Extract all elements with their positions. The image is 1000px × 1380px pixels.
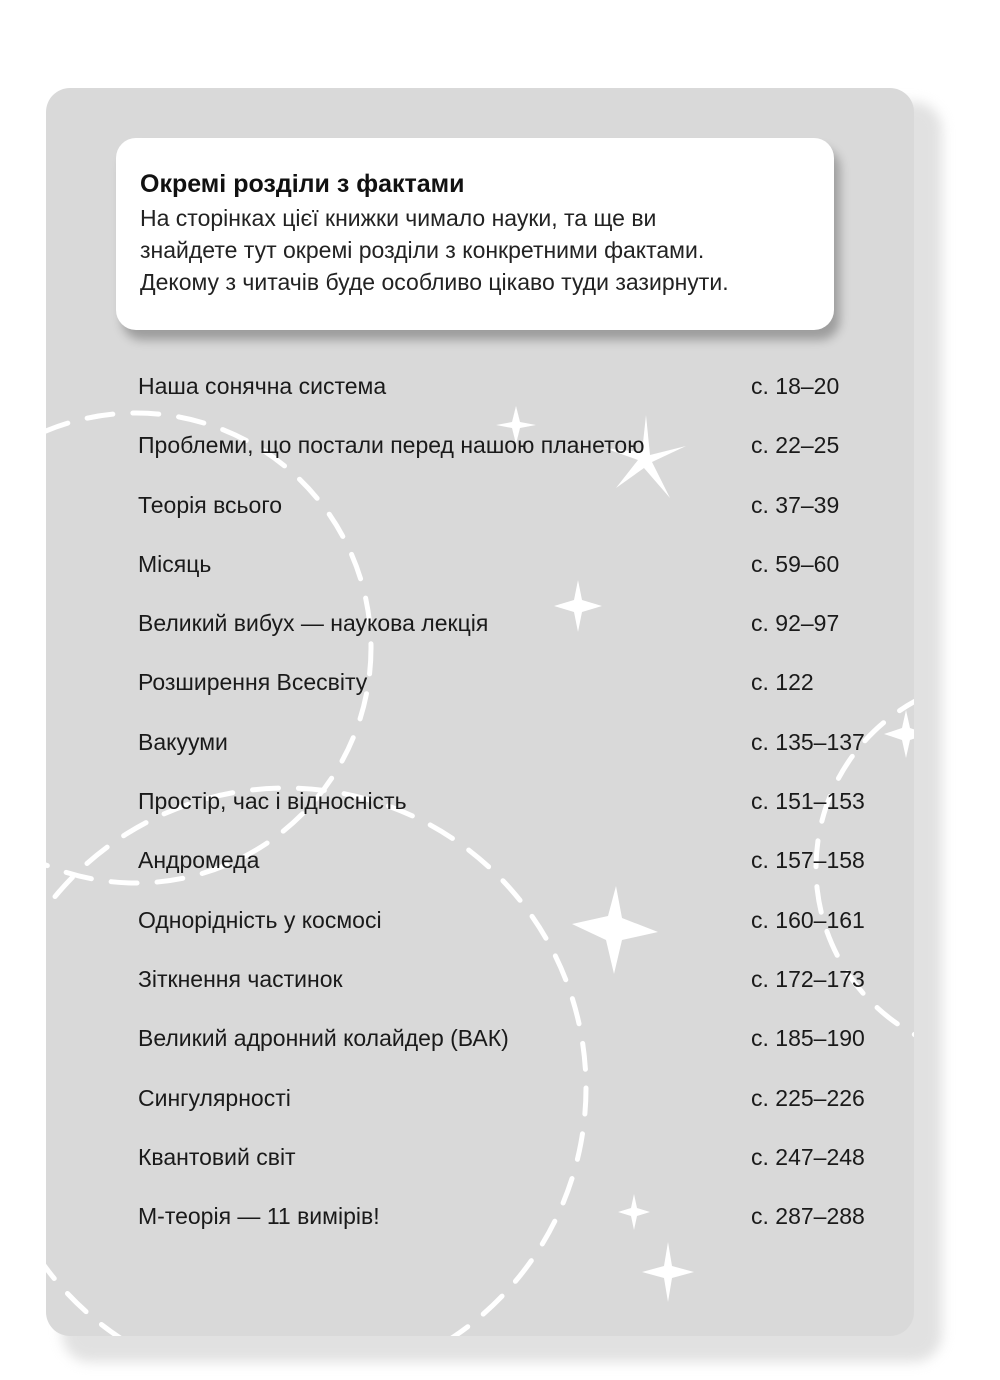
- item-title: Однорідність у космосі: [138, 906, 382, 933]
- item-title: Простір, час і відносність: [138, 788, 407, 815]
- item-pages: с. 37–39: [751, 491, 840, 518]
- list-item: [138, 664, 898, 723]
- item-pages: с. 225–226: [751, 1084, 865, 1111]
- list-item: [138, 1198, 898, 1257]
- facts-index-list: [138, 368, 898, 1257]
- item-pages: с. 135–137: [751, 728, 865, 755]
- item-title: Зіткнення частинок: [138, 965, 343, 992]
- item-pages: с. 92–97: [751, 610, 840, 637]
- item-title: Сингулярності: [138, 1084, 291, 1111]
- item-title: Квантовий світ: [138, 1143, 296, 1170]
- item-pages: с. 18–20: [751, 373, 840, 399]
- list-item: [138, 902, 898, 961]
- intro-heading: Окремі розділи з фактами: [140, 170, 465, 198]
- list-item: [138, 1139, 898, 1198]
- intro-line-1: На сторінках цієї книжки чимало науки, та ще ви: [140, 205, 657, 231]
- item-title: Теорія всього: [138, 491, 282, 518]
- list-item: [138, 724, 898, 783]
- list-item: [138, 1020, 898, 1079]
- list-item: [138, 546, 898, 605]
- item-title: М-теорія — 11 вимірів!: [138, 1203, 380, 1230]
- list-item: [138, 487, 898, 546]
- intro-card: [116, 138, 834, 330]
- item-title: Наша сонячна система: [138, 373, 387, 399]
- intro-line-3: Декому з читачів буде особливо цікаво туди зазирнути.: [140, 269, 729, 295]
- list-item: [138, 368, 898, 427]
- item-pages: с. 59–60: [751, 550, 840, 577]
- item-title: Проблеми, що постали перед нашою планетою: [138, 432, 645, 459]
- item-title: Розширення Всесвіту: [138, 669, 368, 696]
- item-pages: с. 287–288: [751, 1203, 865, 1230]
- list-item: [138, 961, 898, 1020]
- list-item: [138, 842, 898, 901]
- list-item: [138, 783, 898, 842]
- item-title: Великий вибух — наукова лекція: [138, 610, 489, 637]
- item-pages: с. 122: [751, 669, 814, 696]
- item-title: Місяць: [138, 550, 212, 577]
- list-item: [138, 427, 898, 486]
- item-pages: с. 247–248: [751, 1143, 865, 1170]
- item-title: Андромеда: [138, 847, 260, 874]
- item-title: Вакууми: [138, 728, 228, 755]
- item-pages: с. 22–25: [751, 432, 840, 459]
- list-item: [138, 1080, 898, 1139]
- item-pages: с. 185–190: [751, 1025, 865, 1052]
- item-pages: с. 160–161: [751, 906, 865, 933]
- item-pages: с. 157–158: [751, 847, 865, 874]
- item-pages: с. 151–153: [751, 788, 865, 815]
- intro-line-2: знайдете тут окремі розділи з конкретними фактами.: [140, 237, 705, 263]
- item-title: Великий адронний колайдер (ВАК): [138, 1025, 509, 1052]
- item-pages: с. 172–173: [751, 965, 865, 992]
- facts-panel: [46, 88, 914, 1336]
- list-item: [138, 605, 898, 664]
